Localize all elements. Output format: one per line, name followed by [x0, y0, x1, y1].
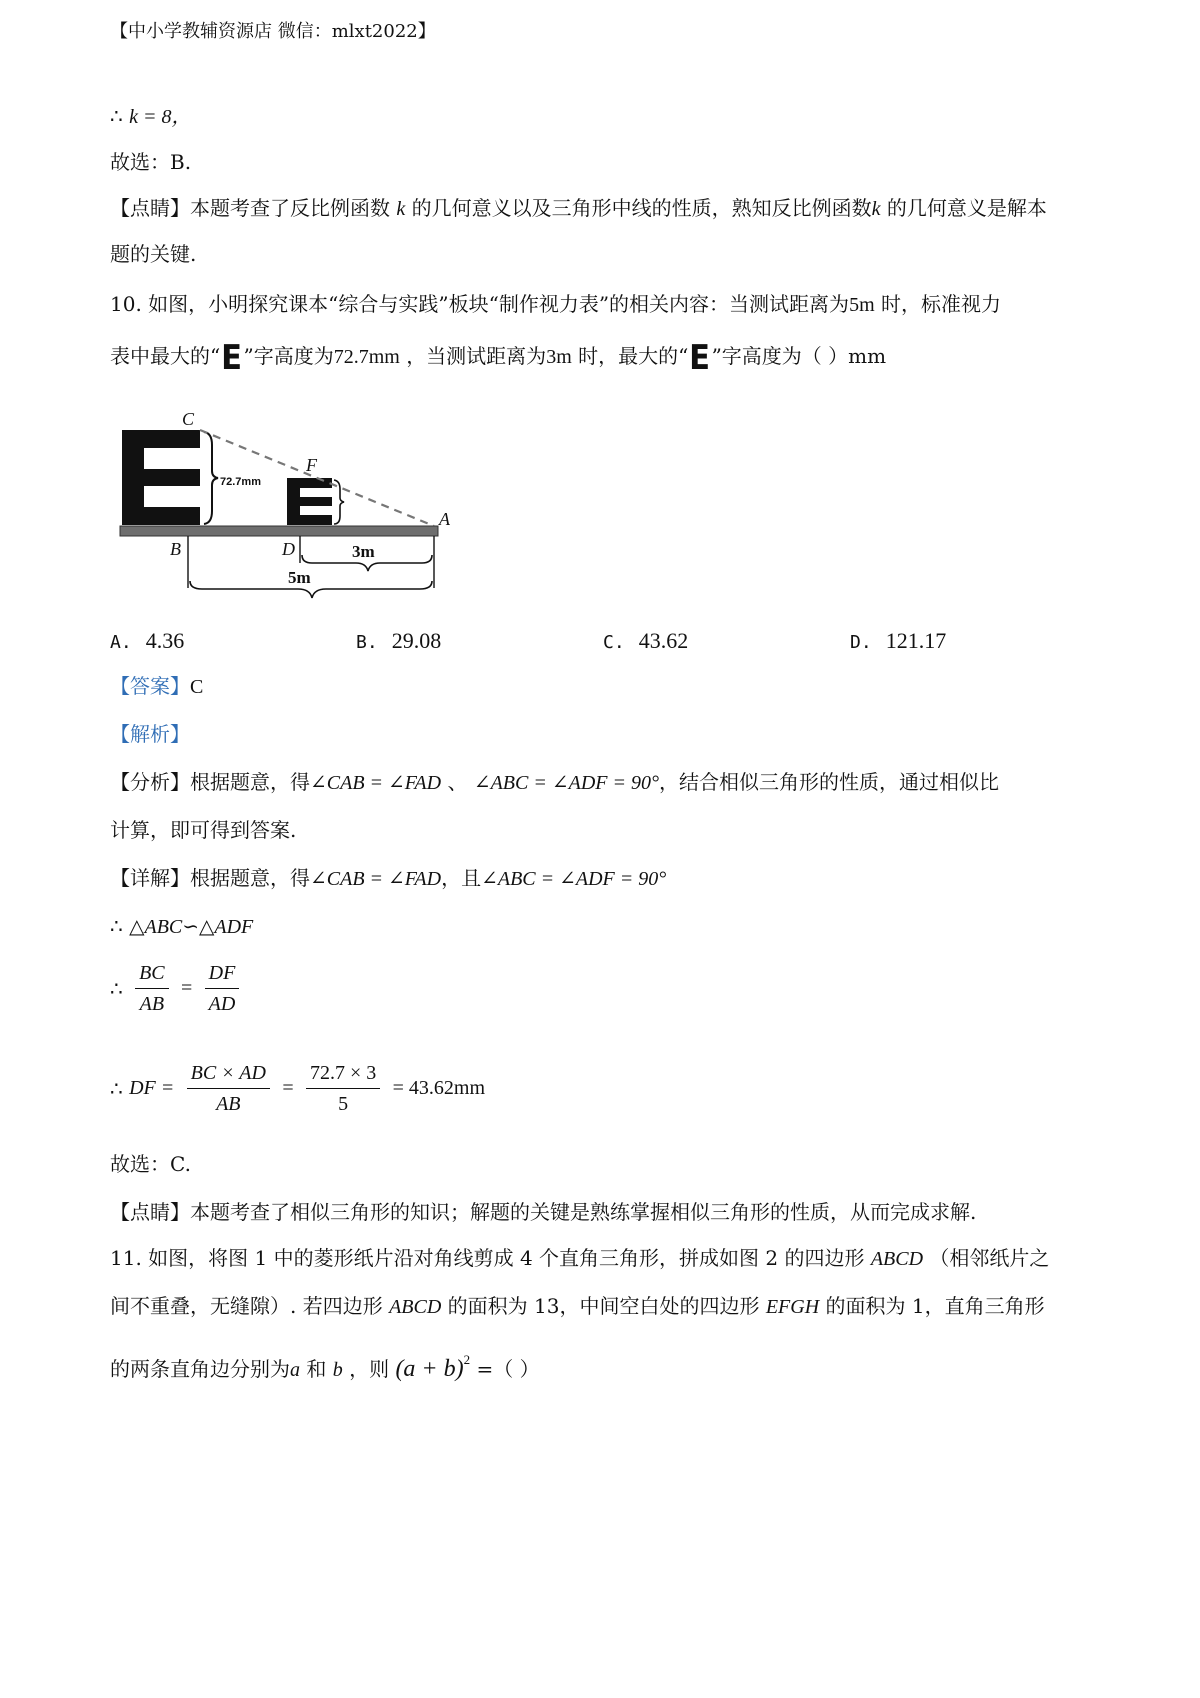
fraction-numeric	[306, 1058, 380, 1119]
prev-note-line-1	[110, 194, 1047, 223]
q11-text: 的面积为 1，直角三角形	[825, 1294, 1045, 1318]
big-e-brace	[204, 432, 218, 524]
fenxi-text: 根据题意，得	[190, 770, 310, 794]
q10-stem-text: 时，最大的“	[578, 344, 689, 368]
angle-equation: ∠CAB = ∠FAD	[310, 772, 442, 794]
q11-text: 的两条直角边分别为	[110, 1357, 290, 1381]
q11-text: 间不重叠，无缝隙）. 若四边形	[110, 1294, 383, 1318]
angle-equation: ∠CAB = ∠FAD	[310, 868, 442, 890]
q11-text: （相邻纸片之	[929, 1246, 1050, 1270]
choice-value: 43.62	[638, 628, 689, 653]
fraction-product	[187, 1058, 270, 1119]
note-text: 的几何意义以及三角形中线的性质，熟知反比例函数	[411, 196, 872, 220]
denominator: AD	[208, 993, 236, 1015]
choice-label: A.	[110, 632, 132, 653]
big-e-letter	[122, 430, 200, 525]
answer-line	[110, 672, 203, 701]
choice-value: 4.36	[145, 628, 185, 653]
equals-sign: =	[282, 1077, 294, 1099]
label-f: F	[306, 455, 317, 475]
angle-equation: ∠ABC = ∠ADF = 90°	[473, 772, 659, 794]
q11-text: 和	[306, 1357, 327, 1381]
xiangjie-text: ，且	[441, 866, 482, 890]
numerator: 72.7 × 3	[306, 1058, 380, 1089]
q11-text: ，则	[349, 1357, 390, 1381]
label-3m: 3m	[352, 542, 375, 561]
label-d: D	[282, 539, 295, 559]
therefore-symbol: ∴	[110, 104, 123, 128]
angle-equation: ∠ABC = ∠ADF = 90°	[481, 868, 667, 890]
height-72-7mm: 72.7mm	[333, 346, 400, 368]
fraction-df-ad	[205, 958, 240, 1019]
label-c: C	[182, 409, 195, 429]
xiangjie-line	[110, 864, 666, 893]
fenxi-line-2: 计算，即可得到答案.	[110, 818, 297, 842]
prev-choose-line: 故选：B.	[110, 150, 192, 174]
note-tag: 【点睛】	[110, 1200, 190, 1224]
note-text: 本题考查了反比例函数	[190, 196, 390, 220]
quad-abcd: ABCD	[870, 1248, 924, 1270]
choice-c[interactable]	[603, 628, 688, 654]
xiangjie-text: 根据题意，得	[190, 866, 310, 890]
label-5m: 5m	[288, 568, 311, 587]
k-equals-line	[110, 102, 191, 131]
therefore-symbol: ∴	[110, 914, 123, 938]
q10-stem-text: ”字高度为	[243, 344, 334, 368]
q10-stem-text: ，当测试距离为	[406, 344, 547, 368]
choice-b[interactable]	[356, 628, 441, 654]
q10-stem-line-2	[110, 338, 887, 378]
ratio-line	[110, 958, 245, 1019]
therefore-symbol: ∴	[110, 1076, 123, 1101]
df-calc-line	[110, 1058, 485, 1119]
q10-choose-line: 故选：C.	[110, 1152, 191, 1176]
choice-label: B.	[356, 632, 378, 653]
q11-line-1	[110, 1244, 1049, 1273]
variable-a: a	[290, 1359, 300, 1381]
fenxi-text: ，结合相似三角形的性质，通过相似比	[658, 770, 999, 794]
choice-a[interactable]	[110, 628, 184, 654]
header-watermark: 【中小学教辅资源店 微信：mlxt2022】	[110, 21, 436, 42]
label-a: A	[439, 509, 450, 529]
similar-line	[110, 912, 253, 941]
denominator: AB	[139, 993, 165, 1015]
variable-k: k	[396, 198, 406, 220]
similar-triangles: △ABC∽△ADF	[129, 916, 254, 938]
q11-text: =（ ）	[476, 1357, 540, 1381]
choice-value: 121.17	[885, 628, 947, 653]
fenxi-line-1	[110, 768, 999, 797]
q11-line-3	[110, 1346, 540, 1384]
fraction-bc-ab	[135, 958, 169, 1019]
analysis-tag: 【解析】	[110, 722, 190, 746]
quad-efgh: EFGH	[765, 1296, 820, 1318]
sum-expression: (a + b)	[395, 1356, 464, 1382]
brace-5m	[190, 581, 432, 598]
prev-note-line-2: 题的关键.	[110, 242, 197, 266]
q10-stem-line-1	[110, 290, 1001, 319]
numerator: DF	[205, 958, 240, 989]
choice-label: C.	[603, 632, 625, 653]
q10-stem-text: ”字高度为（ ）mm	[711, 344, 887, 368]
choice-d[interactable]	[850, 628, 946, 654]
df-lhs: DF =	[129, 1077, 175, 1099]
ground-bar	[120, 526, 438, 536]
variable-k: k	[871, 198, 881, 220]
denominator: 5	[338, 1093, 349, 1115]
q11-line-2	[110, 1292, 1045, 1321]
fenxi-tag: 【分析】	[110, 770, 190, 794]
note-tag: 【点睛】	[110, 196, 190, 220]
denominator: AB	[216, 1093, 241, 1115]
small-e-letter	[287, 478, 332, 525]
q11-text: 11. 如图，将图 1 中的菱形纸片沿对角线剪成 4 个直角三角形，拼成如图 2 的四边形	[110, 1246, 865, 1270]
variable-b: b	[332, 1359, 343, 1381]
q10-stem-text: 10. 如图，小明探究课本“综合与实践”板块“制作视力表”的相关内容：当测试距离为	[110, 292, 850, 316]
equals-sign: =	[181, 977, 193, 999]
distance-3m: 3m	[546, 346, 572, 368]
numerator: BC	[135, 958, 169, 989]
numerator: BC × AD	[187, 1058, 270, 1089]
label-b: B	[170, 539, 181, 559]
e-letter-icon: E	[689, 338, 711, 378]
quad-abcd: ABCD	[389, 1296, 442, 1318]
therefore-symbol: ∴	[110, 976, 123, 1001]
exponent: 2	[463, 1352, 471, 1367]
q10-note-line	[110, 1198, 976, 1226]
q10-stem-text: 表中最大的“	[110, 344, 221, 368]
note-text: 的几何意义是解本	[886, 196, 1047, 220]
df-result: = 43.62mm	[392, 1077, 486, 1099]
note-text: 本题考查了相似三角形的知识；解题的关键是熟练掌握相似三角形的性质，从而完成求解.	[190, 1200, 977, 1224]
xiangjie-tag: 【详解】	[110, 866, 190, 890]
distance-5m: 5m	[849, 294, 875, 316]
k-equation: k = 8，	[129, 106, 192, 128]
answer-value: C	[190, 676, 204, 698]
answer-tag: 【答案】	[110, 674, 190, 698]
eye-chart-figure	[112, 405, 512, 605]
fenxi-text: 、	[447, 770, 468, 794]
choice-value: 29.08	[391, 628, 442, 653]
label-height: 72.7mm	[220, 476, 261, 488]
e-letter-icon: E	[221, 338, 243, 378]
q11-text: 的面积为 13，中间空白处的四边形	[447, 1294, 760, 1318]
q10-stem-text: 时，标准视力	[880, 292, 1001, 316]
choice-label: D.	[850, 632, 872, 653]
